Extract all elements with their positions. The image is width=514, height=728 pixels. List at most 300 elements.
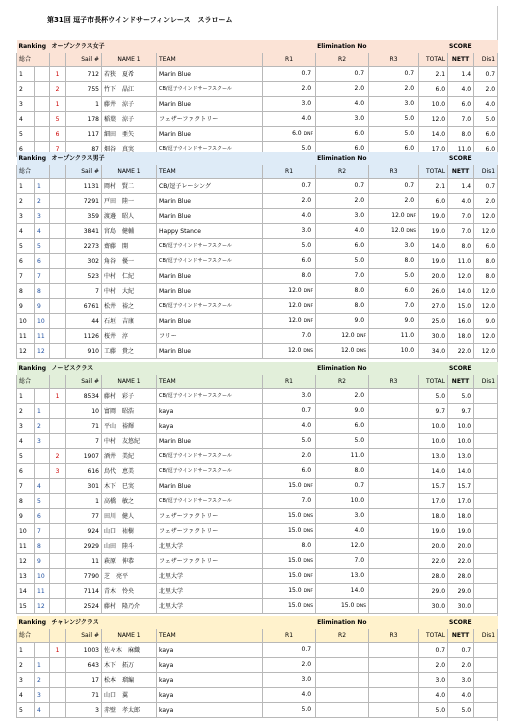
team-name: kaya (157, 404, 263, 419)
nett-score: 14.0 (448, 464, 474, 479)
result-row (17, 299, 498, 314)
results-section-men-open (16, 152, 497, 359)
race-1-score (263, 584, 316, 599)
class-rank: 5 (35, 239, 50, 254)
race-3-score-value: 0.7 (404, 70, 415, 77)
race-3-score (369, 254, 419, 269)
result-row (17, 539, 498, 554)
nett-score: 11.0 (448, 142, 474, 157)
header-spacer (474, 152, 498, 165)
race-3-score (369, 389, 419, 404)
sailor-name: 畑谷 真実 (102, 142, 157, 157)
race-2-score-value: 12.0 (341, 332, 355, 339)
result-row (17, 419, 498, 434)
race-1-score (263, 284, 316, 299)
sail-number: 7114 (66, 584, 102, 599)
team-name: CB/逗子ウインドサーフスクール (157, 142, 263, 157)
team-name: 北里大学 (157, 599, 263, 614)
sailor-name: 渡邊 昭人 (102, 209, 157, 224)
column-rank: 総合 (17, 629, 50, 643)
column-sail: Sail # (66, 375, 102, 389)
results-table (16, 40, 498, 157)
discard-score (474, 449, 498, 464)
discard-score: 4.0 (474, 97, 498, 112)
nett-score: 15.7 (448, 479, 474, 494)
column-spacer (50, 165, 66, 179)
score-label: SCORE (449, 43, 472, 50)
race-1-score-value: 12.0 (288, 302, 302, 309)
race-3-score (369, 554, 419, 569)
overall-rank: 2 (17, 404, 35, 419)
overall-rank: 6 (17, 142, 35, 157)
women-rank: 1 (50, 643, 66, 658)
sailor-name: 工藤 貴之 (102, 344, 157, 359)
header-spacer (369, 362, 419, 375)
race-1-score-value: 4.0 (301, 212, 312, 219)
race-1-score-value: 5.0 (301, 706, 312, 713)
women-rank (50, 344, 66, 359)
result-row (17, 329, 498, 344)
discard-score (474, 569, 498, 584)
class-rank: 3 (35, 688, 50, 703)
overall-rank: 10 (17, 314, 35, 329)
women-rank (50, 254, 66, 269)
class-header-row (17, 152, 498, 165)
team-name: フェザーファクトリー (157, 509, 263, 524)
discard-score (474, 509, 498, 524)
sailor-name: 木下 巳実 (102, 479, 157, 494)
race-2-score (316, 449, 369, 464)
column-nett: NETT (448, 53, 474, 67)
class-rank: 11 (35, 584, 50, 599)
race-2-score-value: 4.0 (354, 100, 365, 107)
sailor-name: 山口 翼 (102, 688, 157, 703)
race-2-score-value: 6.0 (354, 145, 365, 152)
race-2-score-value: 14.0 (350, 587, 365, 594)
nett-score: 6.0 (448, 97, 474, 112)
race-3-score (369, 569, 419, 584)
page-title: 第31回 逗子市長杯ウインドサーフィンレース スラローム (47, 16, 233, 24)
column-header-row (17, 53, 498, 67)
sail-number: 301 (66, 479, 102, 494)
nett-score: 1.4 (448, 179, 474, 194)
overall-rank: 3 (17, 673, 35, 688)
discard-score: 2.0 (474, 194, 498, 209)
result-row (17, 284, 498, 299)
sail-number: 71 (66, 419, 102, 434)
nett-score: 18.0 (448, 509, 474, 524)
women-rank (50, 584, 66, 599)
discard-score: 12.0 (474, 209, 498, 224)
race-1-score-value: 2.0 (301, 661, 312, 668)
sail-number: 1126 (66, 329, 102, 344)
race-3-score-value: 11.0 (400, 332, 415, 339)
overall-rank: 5 (17, 127, 35, 142)
class-rank: 4 (35, 703, 50, 718)
race-1-score (263, 509, 316, 524)
sailor-name: 石垣 吉康 (102, 314, 157, 329)
class-rank: 10 (35, 569, 50, 584)
race-3-score (369, 112, 419, 127)
race-3-score (369, 194, 419, 209)
result-row (17, 344, 498, 359)
overall-rank: 14 (17, 584, 35, 599)
race-2-score-value: 2.0 (354, 85, 365, 92)
sailor-name: 萩原 伸恭 (102, 554, 157, 569)
discard-score: 8.0 (474, 254, 498, 269)
race-3-score-value: 12.0 (391, 212, 405, 219)
column-total: TOTAL (419, 629, 448, 643)
race-1-score-value: 0.7 (301, 182, 312, 189)
total-score: 14.0 (419, 127, 448, 142)
women-rank (50, 314, 66, 329)
sail-number: 1 (66, 97, 102, 112)
sail-number: 8534 (66, 389, 102, 404)
race-2-score (316, 67, 369, 82)
column-sail: Sail # (66, 53, 102, 67)
women-rank (50, 569, 66, 584)
race-1-score (263, 389, 316, 404)
nett-score: 13.0 (448, 449, 474, 464)
result-row (17, 194, 498, 209)
total-score: 28.0 (419, 569, 448, 584)
race-2-score-value: 0.7 (354, 182, 365, 189)
overall-rank: 7 (17, 479, 35, 494)
race-1-score-value: 15.0 (288, 572, 302, 579)
race-3-score (369, 419, 419, 434)
race-3-score (369, 673, 419, 688)
class-rank: 9 (35, 299, 50, 314)
race-1-score-value: 15.0 (287, 527, 302, 534)
team-name: Marin Blue (157, 269, 263, 284)
result-row (17, 584, 498, 599)
race-1-score-value: 2.0 (301, 452, 312, 459)
nett-score: 12.0 (448, 269, 474, 284)
nett-score: 28.0 (448, 569, 474, 584)
total-score: 12.0 (419, 112, 448, 127)
race-1-score-value: 0.7 (301, 646, 312, 653)
column-header-row (17, 375, 498, 389)
team-name: フェザーファクトリー (157, 554, 263, 569)
sail-number: 11 (66, 554, 102, 569)
team-name: フェザーファクトリー (157, 524, 263, 539)
women-rank: 7 (50, 142, 66, 157)
overall-rank: 4 (17, 224, 35, 239)
column-r3: R3 (369, 165, 419, 179)
race-2-score-value: 0.7 (354, 482, 365, 489)
race-1-score-value: 6.0 (301, 257, 312, 264)
discard-score (474, 688, 498, 703)
women-rank (50, 599, 66, 614)
race-3-score-value: 5.0 (404, 272, 415, 279)
column-nett: NETT (448, 375, 474, 389)
sailor-name: 稲葉 涼子 (102, 112, 157, 127)
race-1-score (263, 554, 316, 569)
class-rank (35, 464, 50, 479)
discard-score (474, 584, 498, 599)
nett-score: 4.0 (448, 688, 474, 703)
overall-rank: 9 (17, 509, 35, 524)
race-2-score (316, 254, 369, 269)
discard-score: 9.0 (474, 314, 498, 329)
column-dis: Dis1 (474, 629, 498, 643)
race-2-score (316, 97, 369, 112)
sailor-name: 富岡 昭浩 (102, 404, 157, 419)
nett-score: 20.0 (448, 539, 474, 554)
women-rank: 1 (50, 97, 66, 112)
sailor-name: 中村 仁紀 (102, 269, 157, 284)
women-rank (50, 658, 66, 673)
discard-score (474, 599, 498, 614)
total-score: 2.1 (419, 67, 448, 82)
class-rank: 8 (35, 539, 50, 554)
nett-score: 19.0 (448, 524, 474, 539)
race-1-score-value: 3.0 (301, 392, 312, 399)
race-1-score-status: DNF (303, 484, 314, 489)
score-label: SCORE (448, 365, 472, 372)
class-rank: 3 (35, 434, 50, 449)
nett-score: 18.0 (448, 329, 474, 344)
sail-number: 7790 (66, 569, 102, 584)
result-row (17, 658, 498, 673)
women-rank (50, 239, 66, 254)
race-1-score-status: DNF (303, 289, 314, 294)
race-2-score-value: 8.0 (354, 287, 365, 294)
race-2-score-value: 2.0 (354, 197, 365, 204)
nett-score: 7.0 (448, 112, 474, 127)
discard-score (474, 389, 498, 404)
nett-score: 7.0 (448, 209, 474, 224)
team-name: フェザーファクトリー (157, 112, 263, 127)
overall-rank: 6 (17, 464, 35, 479)
race-2-score-value: 15.0 (340, 602, 355, 609)
class-rank: 2 (35, 673, 50, 688)
race-2-score-status: DNF (356, 334, 367, 339)
overall-rank: 1 (17, 643, 35, 658)
class-rank: 1 (35, 404, 50, 419)
class-rank: 11 (35, 329, 50, 344)
sail-number: 1131 (66, 179, 102, 194)
discard-score: 12.0 (474, 299, 498, 314)
race-2-score (316, 389, 369, 404)
race-1-score-value: 15.0 (288, 482, 302, 489)
race-2-score-value: 9.0 (354, 407, 365, 414)
race-2-score-value: 13.0 (350, 572, 365, 579)
class-rank: 4 (35, 224, 50, 239)
discard-score (474, 673, 498, 688)
women-rank (50, 479, 66, 494)
race-1-score (263, 688, 316, 703)
race-2-score (316, 584, 369, 599)
race-2-score-value: 2.0 (354, 392, 365, 399)
class-rank: 5 (35, 494, 50, 509)
race-1-score-value: 15.0 (287, 557, 302, 564)
overall-rank: 15 (17, 599, 35, 614)
overall-rank: 11 (17, 329, 35, 344)
race-1-score-status: DNS (303, 349, 314, 354)
sail-number: 523 (66, 269, 102, 284)
race-1-score-value: 7.0 (301, 332, 312, 339)
race-1-score-value: 3.0 (301, 227, 312, 234)
women-rank: 1 (50, 67, 66, 82)
race-1-score-status: DNS (303, 529, 314, 534)
sailor-name: 松本 瑠編 (102, 673, 157, 688)
race-1-score-value: 2.0 (301, 85, 312, 92)
race-3-score (369, 434, 419, 449)
race-2-score-status: DNS (356, 349, 367, 354)
race-1-score-value: 6.0 (292, 130, 302, 137)
class-header-row (17, 362, 498, 375)
sailor-name: 齋藤 開 (102, 239, 157, 254)
overall-rank: 5 (17, 449, 35, 464)
discard-score: 12.0 (474, 224, 498, 239)
race-2-score (316, 554, 369, 569)
race-3-score-status: DNS (406, 229, 417, 234)
race-3-score (369, 404, 419, 419)
race-1-score (263, 434, 316, 449)
team-name: kaya (157, 419, 263, 434)
class-name: チャレンジクラス (51, 619, 99, 626)
column-r1: R1 (263, 53, 316, 67)
overall-rank: 4 (17, 112, 35, 127)
total-score: 14.0 (419, 464, 448, 479)
race-2-score (316, 404, 369, 419)
race-2-score (316, 314, 369, 329)
sail-number: 71 (66, 688, 102, 703)
discard-score: 2.0 (474, 82, 498, 97)
class-name: オープンクラス女子 (51, 43, 105, 50)
race-3-score (369, 239, 419, 254)
sail-number: 87 (66, 142, 102, 157)
team-name: CB/逗子ウインドサーフスクール (157, 449, 263, 464)
race-1-score-value: 0.7 (301, 70, 312, 77)
header-spacer (369, 616, 419, 629)
race-2-score-value: 5.0 (354, 437, 365, 444)
sailor-name: 角谷 優一 (102, 254, 157, 269)
nett-score: 4.0 (448, 194, 474, 209)
sail-number: 910 (66, 344, 102, 359)
result-row (17, 509, 498, 524)
nett-score: 14.0 (448, 284, 474, 299)
ranking-label: Ranking (18, 155, 47, 162)
race-2-score (316, 673, 369, 688)
column-rank: 総合 (17, 375, 50, 389)
race-3-score (369, 479, 419, 494)
race-1-score (263, 194, 316, 209)
class-name: ノービスクラス (51, 365, 94, 372)
race-1-score-value: 5.0 (301, 145, 312, 152)
overall-rank: 5 (17, 239, 35, 254)
sailor-name: 藤村 彩子 (102, 389, 157, 404)
total-score: 17.0 (419, 142, 448, 157)
nett-score: 0.7 (448, 643, 474, 658)
discard-score: 5.0 (474, 112, 498, 127)
race-1-score-value: 12.0 (287, 347, 302, 354)
team-name: kaya (157, 688, 263, 703)
team-name: Marin Blue (157, 127, 263, 142)
column-sail: Sail # (66, 165, 102, 179)
total-score: 0.7 (419, 643, 448, 658)
result-row (17, 97, 498, 112)
sailor-name: 若狭 夏希 (102, 67, 157, 82)
class-rank: 2 (35, 419, 50, 434)
race-1-score (263, 464, 316, 479)
race-2-score-value: 7.0 (354, 557, 365, 564)
team-name: 北里大学 (157, 569, 263, 584)
nett-score: 10.0 (448, 434, 474, 449)
race-2-score-value: 10.0 (350, 497, 365, 504)
sailor-name: 高橋 敏之 (102, 494, 157, 509)
result-row (17, 67, 498, 82)
race-1-score-status: DNF (303, 132, 314, 137)
result-row (17, 673, 498, 688)
sail-number: 643 (66, 658, 102, 673)
sailor-name: 山口 祐樹 (102, 524, 157, 539)
discard-score (474, 658, 498, 673)
sailor-name: 桜井 淳 (102, 329, 157, 344)
discard-score (474, 404, 498, 419)
race-2-score (316, 643, 369, 658)
total-score: 30.0 (419, 329, 448, 344)
race-3-score-value: 6.0 (404, 145, 415, 152)
column-team: TEAM (157, 53, 263, 67)
race-1-score (263, 658, 316, 673)
result-row (17, 494, 498, 509)
women-rank (50, 329, 66, 344)
column-spacer (50, 629, 66, 643)
column-nett: NETT (448, 629, 474, 643)
discard-score: 12.0 (474, 284, 498, 299)
ranking-label: Ranking (18, 43, 47, 50)
race-2-score (316, 224, 369, 239)
race-3-score-value: 10.0 (400, 347, 415, 354)
race-1-score-value: 5.0 (301, 437, 312, 444)
race-1-score-status: DNS (303, 559, 314, 564)
race-1-score (263, 449, 316, 464)
discard-score (474, 554, 498, 569)
team-name: Marin Blue (157, 209, 263, 224)
column-r2: R2 (316, 53, 369, 67)
sailor-name: 戸田 陸一 (102, 194, 157, 209)
race-2-score (316, 494, 369, 509)
race-3-score (369, 97, 419, 112)
class-rank: 7 (35, 524, 50, 539)
nett-score: 4.0 (448, 82, 474, 97)
sailor-name: 竹下 晶江 (102, 82, 157, 97)
team-name: Marin Blue (157, 344, 263, 359)
race-3-score (369, 539, 419, 554)
sailor-name: 中村 大紀 (102, 284, 157, 299)
total-score: 6.0 (419, 82, 448, 97)
team-name: Marin Blue (157, 284, 263, 299)
discard-score (474, 479, 498, 494)
sailor-name: 平山 裕輝 (102, 419, 157, 434)
race-1-score-value: 0.7 (301, 407, 312, 414)
race-2-score (316, 127, 369, 142)
sail-number: 1 (66, 494, 102, 509)
discard-score: 12.0 (474, 329, 498, 344)
result-row (17, 643, 498, 658)
race-1-score (263, 539, 316, 554)
race-2-score (316, 688, 369, 703)
overall-rank: 8 (17, 284, 35, 299)
class-rank (35, 389, 50, 404)
race-3-score (369, 584, 419, 599)
overall-rank: 13 (17, 569, 35, 584)
race-2-score (316, 209, 369, 224)
overall-rank: 2 (17, 82, 35, 97)
race-1-score (263, 97, 316, 112)
